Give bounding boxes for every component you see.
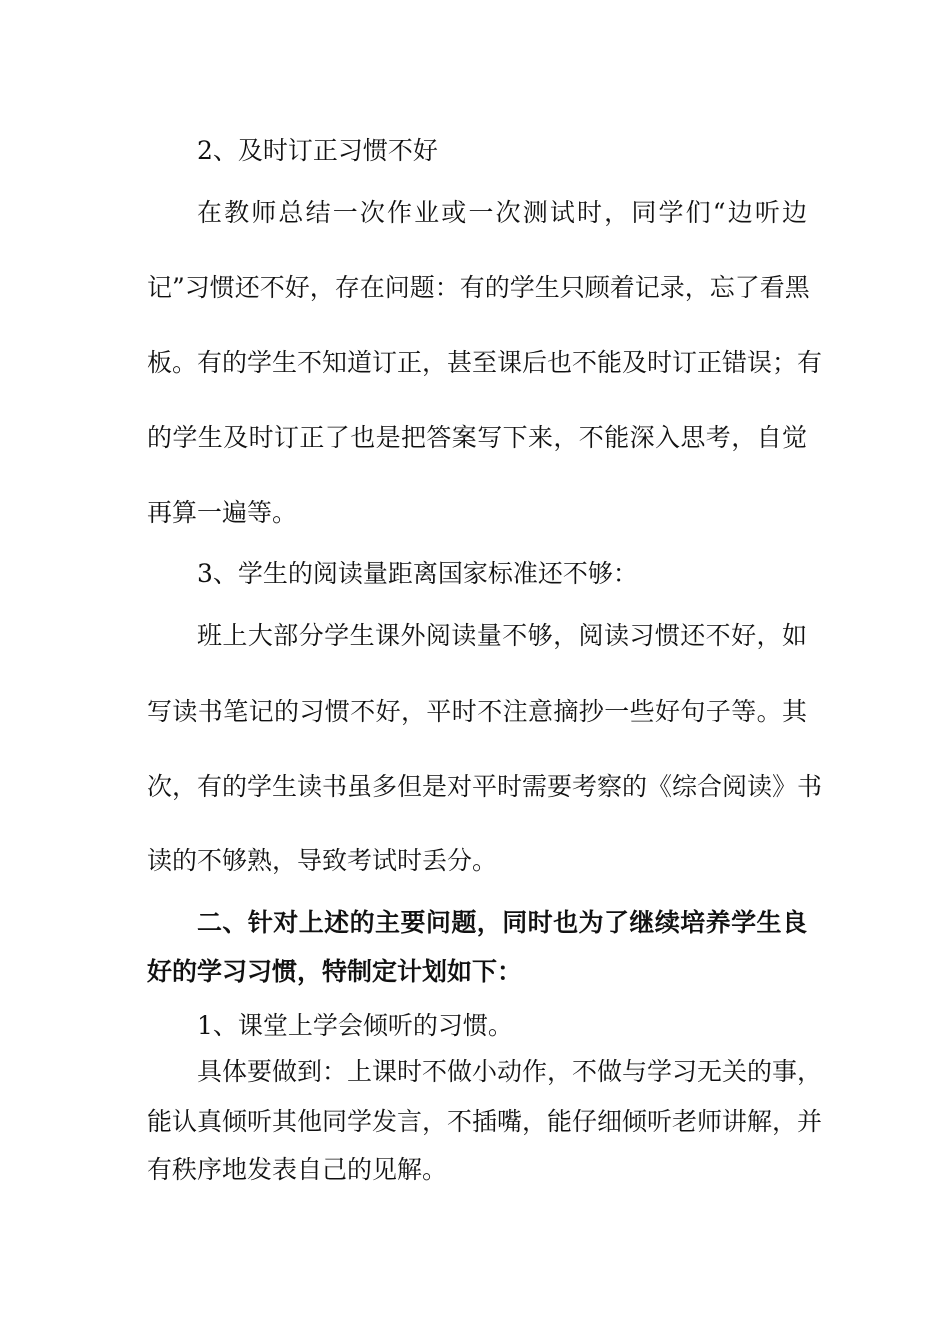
part2-heading-line-1: 二、针对上述的主要问题，同时也为了继续培养学生良 [197, 908, 807, 937]
item1-line-3: 有秩序地发表自己的见解。 [147, 1155, 448, 1184]
section3-line-2: 写读书笔记的习惯不好，平时不注意摘抄一些好句子等。其 [147, 697, 807, 726]
section2-line-2: 记”习惯还不好，存在问题：有的学生只顾着记录，忘了看黑 [147, 273, 810, 302]
item1-line-2: 能认真倾听其他同学发言，不插嘴，能仔细倾听老师讲解，并 [147, 1107, 823, 1136]
section2-line-5: 再算一遍等。 [147, 498, 298, 527]
section2-line-1: 在教师总结一次作业或一次测试时，同学们“边听边 [197, 198, 807, 227]
item1-line-1: 具体要做到：上课时不做小动作，不做与学习无关的事， [197, 1057, 823, 1086]
section2-heading: 2、及时订正习惯不好 [197, 136, 438, 165]
part2-heading-line-2: 好的学习习惯，特制定计划如下： [147, 957, 523, 986]
section2-line-4: 的学生及时订正了也是把答案写下来，不能深入思考，自觉 [147, 423, 807, 452]
section3-line-1: 班上大部分学生课外阅读量不够，阅读习惯还不好，如 [197, 621, 807, 650]
section3-heading: 3、学生的阅读量距离国家标准还不够： [197, 559, 638, 588]
section3-line-4: 读的不够熟，导致考试时丢分。 [147, 846, 498, 875]
section2-line-3: 板。有的学生不知道订正，甚至课后也不能及时订正错误；有 [147, 348, 823, 377]
item1-heading: 1、课堂上学会倾听的习惯。 [197, 1011, 513, 1040]
section3-line-3: 次，有的学生读书虽多但是对平时需要考察的《综合阅读》书 [147, 772, 823, 801]
